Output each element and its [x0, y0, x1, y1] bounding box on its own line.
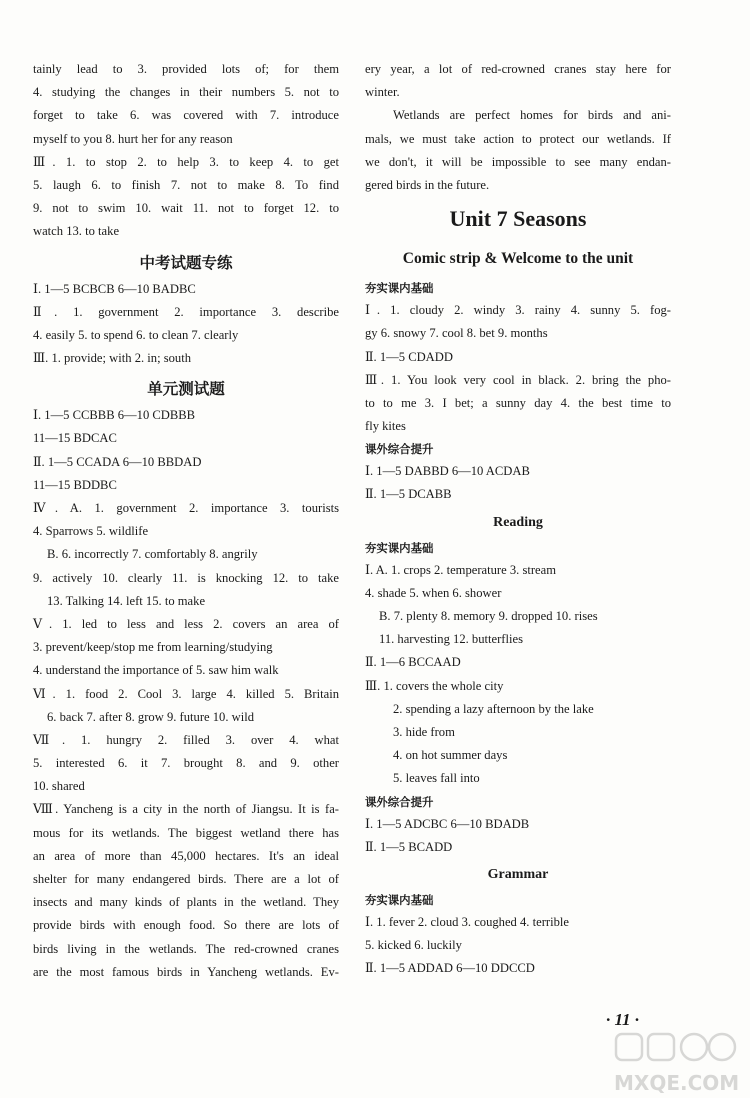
- passage-line: mals, we must take action to protect our wetlands. If: [365, 131, 671, 146]
- answer-line: 9. not to swim 10. wait 11. not to forget 12. to: [33, 201, 339, 216]
- right-column: [365, 58, 671, 980]
- answer-line: fly kites: [365, 419, 406, 434]
- subheading-in-class: 夯实课内基础: [365, 540, 434, 555]
- left-column: [33, 58, 339, 984]
- answer-line: 5. interested 6. it 7. brought 8. and 9. other: [33, 756, 339, 771]
- passage-line: insects and many kinds of plants in the wetland. They: [33, 895, 339, 910]
- answer-line: 5. laugh 6. to finish 7. not to make 8. To find: [33, 177, 339, 192]
- answer-line: 11—15 BDCAC: [33, 431, 117, 446]
- passage-line: ery year, a lot of red-crowned cranes stay here for: [365, 62, 671, 76]
- answer-line: 4. studying the changes in their numbers 5. not to: [33, 85, 339, 100]
- answer-line: 4. understand the importance of 5. saw him walk: [33, 663, 279, 678]
- answer-line: Ⅵ. 1. food 2. Cool 3. large 4. killed 5. Britain: [33, 686, 339, 701]
- left-top-answers: [33, 58, 339, 244]
- answer-line: Ⅱ. 1. government 2. importance 3. describe: [33, 304, 339, 319]
- answer-line: Ⅲ. 1. provide; with 2. in; south: [33, 351, 192, 366]
- answer-line: Ⅰ. 1—5 BCBCB 6—10 BADBC: [33, 281, 196, 296]
- answer-line: myself to you 8. hurt her for any reason: [33, 131, 233, 146]
- answer-line: Ⅱ. 1—5 ADDAD 6—10 DDCCD: [365, 961, 535, 976]
- answer-line: gy 6. snowy 7. cool 8. bet 9. months: [365, 326, 548, 341]
- unit-title: Unit 7 Seasons: [449, 206, 587, 232]
- answer-line: watch 13. to take: [33, 224, 120, 239]
- passage-line: are the most famous birds in Yancheng wetlands. Ev-: [33, 964, 339, 979]
- answer-line: 3. prevent/keep/stop me from learning/studying: [33, 640, 273, 655]
- passage-line: gered birds in the future.: [365, 177, 490, 192]
- subheading-extra: 课外综合提升: [365, 442, 434, 457]
- passage-line: we don't, it will be impossible to see many endan-: [365, 154, 671, 169]
- watermark-logo-icon: [610, 1030, 742, 1096]
- subheading-in-class: 夯实课内基础: [365, 892, 434, 907]
- page-number: · 11 ·: [606, 1010, 640, 1029]
- answer-line: Ⅱ. 1—5 DCABB: [365, 487, 452, 502]
- answer-line: 4. shade 5. when 6. shower: [365, 585, 502, 600]
- grammar-title: Grammar: [487, 866, 549, 882]
- unit-test-answers: [33, 404, 339, 984]
- answer-line: Ⅲ. 1. to stop 2. to help 3. to keep 4. to get: [33, 154, 339, 169]
- subheading-in-class: 夯实课内基础: [365, 281, 434, 296]
- answer-line: 13. Talking 14. left 15. to make: [47, 593, 206, 608]
- answer-line: 4. easily 5. to spend 6. to clean 7. clearly: [33, 327, 239, 342]
- passage-line: shelter for many endangered birds. There are a lot of: [33, 872, 339, 886]
- comic-strip-title: Comic strip & Welcome to the unit: [402, 250, 634, 268]
- passage-line: birds living in the wetlands. The red-crowned cranes: [33, 941, 339, 956]
- answer-line: 10. shared: [33, 779, 85, 794]
- answer-line: 11. harvesting 12. butterflies: [379, 632, 523, 647]
- answer-line: Ⅲ. 1. covers the whole city: [365, 678, 504, 693]
- answer-line: B. 6. incorrectly 7. comfortably 8. angrily: [47, 547, 258, 562]
- answer-line: forget to take 6. was covered with 7. introduce: [33, 108, 339, 123]
- answer-line: 6. back 7. after 8. grow 9. future 10. wild: [47, 709, 255, 724]
- answer-line: 5. leaves fall into: [393, 771, 480, 786]
- passage-line: winter.: [365, 85, 400, 100]
- answer-line: 4. on hot summer days: [393, 748, 508, 763]
- answer-line: Ⅱ. 1—5 BCADD: [365, 839, 453, 854]
- answer-line: Ⅰ. A. 1. crops 2. temperature 3. stream: [365, 562, 557, 577]
- answer-line: 2. spending a lazy afternoon by the lake: [393, 701, 594, 716]
- answer-line: Ⅱ. 1—5 CDADD: [365, 349, 453, 364]
- answer-line: Ⅰ. 1—5 DABBD 6—10 ACDAB: [365, 464, 530, 479]
- answer-line: Ⅰ. 1. fever 2. cloud 3. coughed 4. terrible: [365, 914, 569, 929]
- subheading-extra: 课外综合提升: [365, 794, 434, 809]
- reading-title: Reading: [493, 514, 543, 530]
- passage-line: an area of more than 45,000 hectares. It's an ideal: [33, 848, 339, 863]
- answer-line: 3. hide from: [393, 724, 455, 739]
- answer-line: Ⅶ. 1. hungry 2. filled 3. over 4. what: [33, 732, 339, 747]
- answer-line: 11—15 BDDBC: [33, 477, 117, 492]
- section-title-exam-practice: 中考试题专练: [139, 253, 233, 272]
- answer-line: 5. kicked 6. luckily: [365, 938, 462, 953]
- answer-line: tainly lead to 3. provided lots of; for them: [33, 62, 339, 76]
- section-title-unit-test: 单元测试题: [147, 380, 225, 399]
- answer-line: Ⅰ. 1—5 CCBBB 6—10 CDBBB: [33, 408, 196, 423]
- right-top-passage: [365, 58, 671, 197]
- answer-line: Ⅳ. A. 1. government 2. importance 3. tourists: [33, 501, 339, 515]
- watermark-text: MXQE.COM: [614, 1071, 740, 1095]
- answer-line: 4. Sparrows 5. wildlife: [33, 524, 149, 539]
- passage-line: Wetlands are perfect homes for birds and ani-: [393, 108, 671, 123]
- answer-line: B. 7. plenty 8. memory 9. dropped 10. rises: [379, 609, 598, 623]
- answer-line: Ⅱ. 1—6 BCCAAD: [365, 655, 461, 670]
- answer-line: Ⅱ. 1—5 CCADA 6—10 BBDAD: [33, 454, 202, 469]
- passage-line: mous for its wetlands. The biggest wetland there has: [33, 825, 339, 840]
- passage-line: provide birds with enough food. So there are lots of: [33, 918, 339, 933]
- passage-line: Ⅷ. Yancheng is a city in the north of Jiangsu. It is fa-: [33, 802, 339, 817]
- answer-line: 9. actively 10. clearly 11. is knocking 12. to take: [33, 570, 339, 585]
- answer-line: Ⅰ. 1. cloudy 2. windy 3. rainy 4. sunny 5. fog-: [365, 303, 671, 318]
- answer-line: to to me 3. I bet; a sunny day 4. the best time to: [365, 395, 671, 410]
- exam-practice-answers: [33, 278, 339, 371]
- answer-line: Ⅲ. 1. You look very cool in black. 2. bring the pho-: [365, 372, 671, 387]
- answer-line: Ⅰ. 1—5 ADCBC 6—10 BDADB: [365, 816, 530, 831]
- answer-line: Ⅴ. 1. led to less and less 2. covers an area of: [33, 616, 339, 631]
